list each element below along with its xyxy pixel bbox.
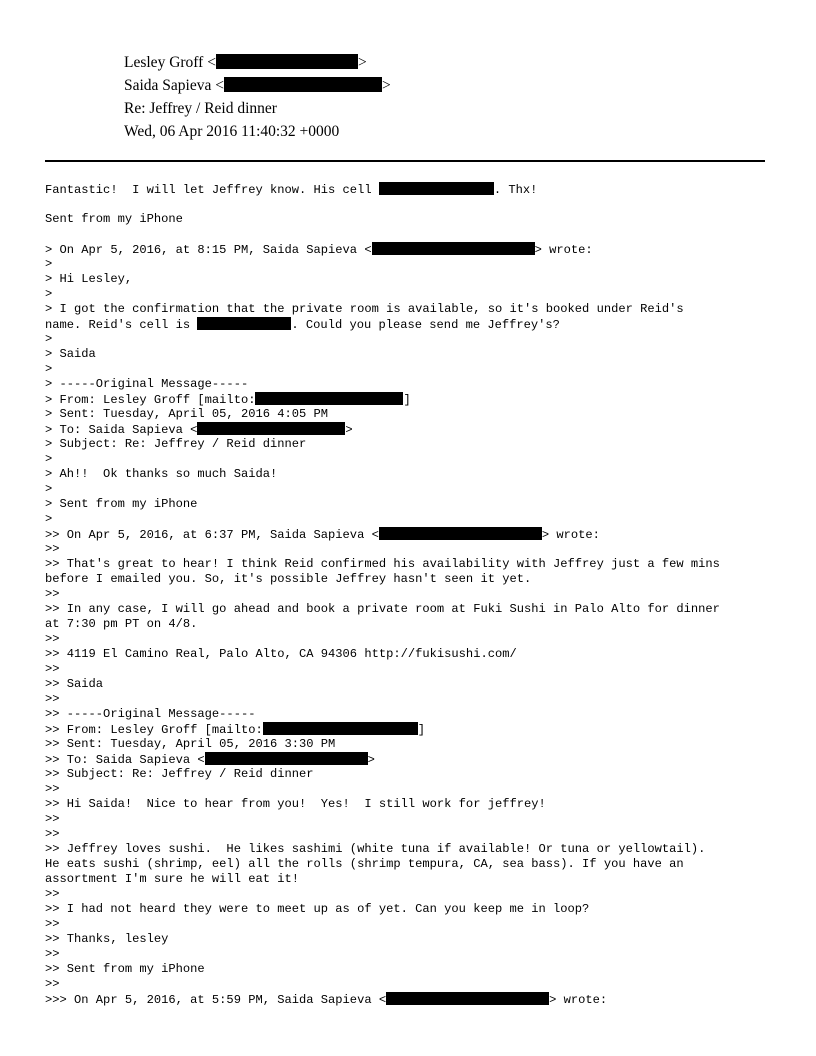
line-text: >> -----Original Message----- (45, 707, 256, 721)
line-text-after: ] (417, 723, 425, 737)
line-text: > (45, 287, 53, 301)
body-line (45, 962, 775, 977)
body-line (45, 902, 775, 917)
line-text-after: . Thx! (493, 183, 538, 197)
body-line (45, 767, 775, 782)
redaction-box (379, 182, 494, 195)
line-text: >>> On Apr 5, 2016, at 5:59 PM, Saida Sapieva < (45, 993, 387, 1007)
line-text: >> (45, 827, 60, 841)
body-line (45, 647, 775, 662)
redaction-box (197, 317, 291, 330)
line-text-after: ] (403, 393, 411, 407)
line-text: >> To: Saida Sapieva < (45, 753, 205, 767)
body-line (45, 482, 775, 497)
body-line (45, 722, 775, 737)
line-text: >> From: Lesley Groff [mailto: (45, 723, 263, 737)
line-text: > (45, 452, 53, 466)
to-gt: > (382, 77, 391, 94)
body-line (45, 752, 775, 767)
body-line (45, 857, 775, 872)
body-line (45, 302, 775, 317)
body-line (45, 677, 775, 692)
body-line (45, 812, 775, 827)
line-text: > (45, 512, 53, 526)
body-line (45, 737, 775, 752)
line-text: >> Jeffrey loves sushi. He likes sashimi (white tuna if available! Or tuna or yellowtail). (45, 842, 706, 856)
body-line (45, 317, 775, 332)
line-text: >> Subject: Re: Jeffrey / Reid dinner (45, 767, 314, 781)
body-line (45, 422, 775, 437)
body-line (45, 617, 775, 632)
to-name: Saida Sapieva (124, 77, 212, 94)
body-line (45, 347, 775, 362)
body-line (45, 512, 775, 527)
line-text: >> (45, 632, 60, 646)
body-line (45, 287, 775, 302)
body-line (45, 242, 775, 257)
line-text: > On Apr 5, 2016, at 8:15 PM, Saida Sapieva < (45, 243, 372, 257)
redaction-box (372, 242, 535, 255)
body-line (45, 782, 775, 797)
line-text: > To: Saida Sapieva < (45, 423, 198, 437)
redaction-box (224, 77, 382, 92)
redaction-box (263, 722, 418, 735)
line-text: >> (45, 662, 60, 676)
body-line (45, 542, 775, 557)
line-text: >> (45, 812, 60, 826)
line-text: >> Saida (45, 677, 104, 691)
body-line (45, 827, 775, 842)
line-text: > (45, 332, 53, 346)
redaction-box (255, 392, 403, 405)
line-text: > Sent: Tuesday, April 05, 2016 4:05 PM (45, 407, 329, 421)
body-line (45, 212, 775, 227)
body-line (45, 662, 775, 677)
line-text: >> 4119 El Camino Real, Palo Alto, CA 94306 http://fukisushi.com/ (45, 647, 517, 661)
redaction-box (205, 752, 368, 765)
line-text: > (45, 257, 53, 271)
body-line (45, 917, 775, 932)
line-text-after: > (367, 753, 375, 767)
line-text: He eats sushi (shrimp, eel) all the rolls (shrimp tempura, CA, sea bass). If you have an (45, 857, 684, 871)
body-line (45, 887, 775, 902)
line-text: > -----Original Message----- (45, 377, 249, 391)
line-text: >> Hi Saida! Nice to hear from you! Yes! I still work for jeffrey! (45, 797, 546, 811)
email-body (45, 182, 775, 1007)
line-text: >> (45, 887, 60, 901)
body-line (45, 272, 775, 287)
line-text: > Ah!! Ok thanks so much Saida! (45, 467, 278, 481)
line-text: at 7:30 pm PT on 4/8. (45, 617, 198, 631)
body-line (45, 587, 775, 602)
line-text: > Sent from my iPhone (45, 497, 198, 511)
body-line (45, 377, 775, 392)
line-text: >> (45, 692, 60, 706)
body-line (45, 332, 775, 347)
line-text: >> Thanks, lesley (45, 932, 169, 946)
redaction-box (197, 422, 345, 435)
line-text: >> Sent from my iPhone (45, 962, 205, 976)
line-text: >> That's great to hear! I think Reid confirmed his availability with Jeffrey just a few mins (45, 557, 720, 571)
body-line (45, 407, 775, 422)
body-line (45, 947, 775, 962)
body-line (45, 602, 775, 617)
line-text: >> (45, 542, 60, 556)
line-text: > Saida (45, 347, 96, 361)
line-text-after: > (345, 423, 353, 437)
header-divider (45, 160, 765, 162)
to-lt: < (215, 77, 225, 94)
body-line (45, 257, 775, 272)
body-line (45, 362, 775, 377)
body-line (45, 872, 775, 887)
redaction-box (386, 992, 549, 1005)
line-text-after: . Could you please send me Jeffrey's? (291, 318, 560, 332)
subject-value: Re: Jeffrey / Reid dinner (124, 100, 277, 117)
from-gt: > (357, 54, 367, 71)
body-line (45, 527, 775, 542)
from-value (124, 51, 367, 74)
body-line (45, 452, 775, 467)
date-value: Wed, 06 Apr 2016 11:40:32 +0000 (124, 123, 340, 140)
body-line (45, 182, 775, 197)
body-line (45, 842, 775, 857)
line-text: > Hi Lesley, (45, 272, 133, 286)
line-text: assortment I'm sure he will eat it! (45, 872, 300, 886)
line-text: > Subject: Re: Jeffrey / Reid dinner (45, 437, 307, 451)
line-text: >> On Apr 5, 2016, at 6:37 PM, Saida Sapieva < (45, 528, 379, 542)
from-lt: < (207, 54, 216, 71)
line-text-after: > wrote: (534, 243, 593, 257)
line-text: >> (45, 977, 60, 991)
line-text-after: > wrote: (549, 993, 608, 1007)
line-text: >> I had not heard they were to meet up as of yet. Can you keep me in loop? (45, 902, 590, 916)
line-text: Sent from my iPhone (45, 212, 183, 226)
line-text: before I emailed you. So, it's possible Jeffrey hasn't seen it yet. (45, 572, 532, 586)
body-line (45, 977, 775, 992)
body-line (45, 437, 775, 452)
redaction-box (379, 527, 542, 540)
body-line (45, 692, 775, 707)
line-text: >> Sent: Tuesday, April 05, 2016 3:30 PM (45, 737, 336, 751)
line-text: > (45, 362, 53, 376)
line-text-after: > wrote: (541, 528, 600, 542)
line-text: >> (45, 587, 60, 601)
from-name: Lesley Groff (124, 54, 204, 71)
line-text: > From: Lesley Groff [mailto: (45, 393, 256, 407)
line-text: >> (45, 947, 60, 961)
line-text: >> In any case, I will go ahead and book a private room at Fuki Sushi in Palo Alto for dinner (45, 602, 720, 616)
body-line (45, 392, 775, 407)
to-value (124, 74, 391, 97)
body-line (45, 992, 775, 1007)
line-text: >> (45, 917, 60, 931)
body-line (45, 632, 775, 647)
body-line (45, 557, 775, 572)
body-line (45, 467, 775, 482)
body-line (45, 497, 775, 512)
body-line (45, 797, 775, 812)
line-text: > (45, 482, 53, 496)
line-text: name. Reid's cell is (45, 318, 198, 332)
line-text: Fantastic! I will let Jeffrey know. His cell (45, 183, 379, 197)
body-line (45, 572, 775, 587)
redaction-box (216, 54, 358, 69)
body-line (45, 707, 775, 722)
line-text: >> (45, 782, 60, 796)
body-line (45, 932, 775, 947)
line-text: > I got the confirmation that the private room is available, so it's booked under Reid's (45, 302, 684, 316)
